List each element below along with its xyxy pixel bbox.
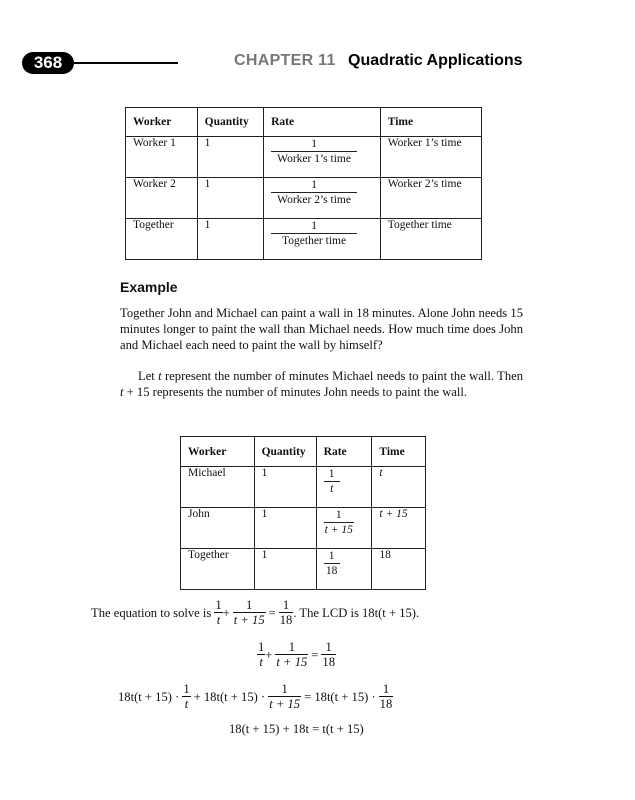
example-heading: Example bbox=[120, 279, 178, 295]
rate-fraction bbox=[271, 178, 357, 208]
fraction-1-over-18: $\frac{1}{18}$ bbox=[322, 640, 335, 669]
example-setup-paragraph: Let t represent the number of minutes Michael needs to paint the wall. Then t + 15 represents the number of minutes John needs to paint the wall. bbox=[120, 369, 523, 400]
table-row bbox=[181, 549, 426, 590]
header-time: Time bbox=[380, 108, 481, 137]
cell-worker: Worker 2 bbox=[126, 178, 198, 219]
cell-rate bbox=[316, 467, 372, 508]
example-work-table bbox=[180, 436, 426, 590]
equals-sign: = bbox=[311, 647, 319, 662]
fraction-1-over-t-plus-15: $\frac{1}{t + 15}$ bbox=[233, 598, 265, 627]
header-quantity: Quantity bbox=[197, 108, 263, 137]
equation-line-3 bbox=[118, 682, 393, 712]
cell-worker: Worker 1 bbox=[126, 137, 198, 178]
rate-fraction bbox=[324, 467, 340, 497]
table-row bbox=[126, 219, 482, 260]
fraction-denominator: t bbox=[324, 481, 340, 497]
equation-intro-text: The equation to solve is bbox=[91, 605, 212, 620]
equation-line-2 bbox=[257, 640, 336, 670]
table-header-row bbox=[126, 108, 482, 137]
simplified-equation: 18(t + 15) + 18t = t(t + 15) bbox=[229, 722, 364, 736]
variable-t: t bbox=[120, 385, 124, 400]
equals-sign: = bbox=[268, 605, 276, 620]
example-paragraph: Together John and Michael can paint a wall in 18 minutes. Alone John needs 15 minutes longer to paint the wall than Michael needs. How much time does John and Michael each need to paint the wall by himself? bbox=[120, 306, 523, 353]
lcd-multiplier: = 18t(t + 15) · bbox=[304, 689, 376, 704]
lcd-text: . The LCD is 18t(t + 15). bbox=[293, 605, 420, 620]
cell-worker: John bbox=[181, 508, 255, 549]
fraction-numerator: 1 bbox=[335, 509, 342, 521]
equation-line-4 bbox=[229, 722, 364, 737]
cell-rate bbox=[264, 137, 381, 178]
fraction-numerator: 1 bbox=[328, 550, 335, 562]
cell-time: 18 bbox=[372, 549, 426, 590]
fraction-1-over-t: $\frac{1}{t}$ bbox=[258, 640, 265, 669]
fraction-1-over-18: $\frac{1}{18}$ bbox=[379, 682, 393, 711]
fraction-numerator: 1 bbox=[311, 220, 317, 232]
cell-time: Together time bbox=[380, 219, 481, 260]
cell-quantity: 1 bbox=[254, 467, 316, 508]
header-rule bbox=[70, 62, 178, 64]
cell-quantity: 1 bbox=[197, 137, 263, 178]
fraction-denominator: t + 15 bbox=[324, 524, 353, 536]
header-worker: Worker bbox=[126, 108, 198, 137]
fraction-denominator: Worker 2’s time bbox=[271, 192, 357, 208]
rate-fraction bbox=[324, 549, 340, 579]
cell-worker: Michael bbox=[181, 467, 255, 508]
plus-sign: + bbox=[222, 605, 230, 620]
cell-quantity: 1 bbox=[197, 219, 263, 260]
page-number: 368 bbox=[22, 52, 74, 74]
cell-worker: Together bbox=[181, 549, 255, 590]
cell-worker: Together bbox=[126, 219, 198, 260]
time-value: t bbox=[379, 467, 383, 479]
cell-time: Worker 1’s time bbox=[380, 137, 481, 178]
fraction-1-over-t-plus-15: $\frac{1}{t + 15}$ bbox=[269, 682, 301, 711]
rate-fraction bbox=[271, 137, 357, 167]
chapter-title: Quadratic Applications bbox=[348, 52, 523, 69]
fraction-numerator: 1 bbox=[311, 179, 317, 191]
cell-quantity: 1 bbox=[197, 178, 263, 219]
fraction-denominator: 18 bbox=[324, 563, 340, 579]
header-worker: Worker bbox=[181, 437, 255, 467]
cell-time: Worker 2’s time bbox=[380, 178, 481, 219]
lcd-multiplier: 18t(t + 15) · bbox=[118, 689, 180, 704]
fraction-numerator: 1 bbox=[311, 138, 317, 150]
equation-intro-line bbox=[91, 598, 419, 628]
rate-fraction bbox=[324, 508, 354, 538]
fraction-denominator: Worker 1’s time bbox=[271, 151, 357, 167]
variable-t: t bbox=[158, 369, 162, 383]
cell-rate bbox=[316, 508, 372, 549]
fraction-1-over-t: $\frac{1}{t}$ bbox=[215, 598, 222, 627]
cell-quantity: 1 bbox=[254, 549, 316, 590]
table-row bbox=[181, 467, 426, 508]
lcd-multiplier: + 18t(t + 15) · bbox=[193, 689, 266, 704]
header-rate: Rate bbox=[264, 108, 381, 137]
cell-time bbox=[372, 467, 426, 508]
cell-rate bbox=[264, 178, 381, 219]
header-quantity: Quantity bbox=[254, 437, 316, 467]
table-row bbox=[181, 508, 426, 549]
time-value: t + 15 bbox=[379, 508, 408, 520]
table-row bbox=[126, 178, 482, 219]
header-time: Time bbox=[372, 437, 426, 467]
fraction-1-over-t-plus-15: $\frac{1}{t + 15}$ bbox=[276, 640, 308, 669]
cell-rate bbox=[316, 549, 372, 590]
rate-fraction bbox=[271, 219, 357, 249]
table-row bbox=[126, 137, 482, 178]
chapter-label: CHAPTER 11 bbox=[234, 52, 336, 69]
fraction-1-over-18: $\frac{1}{18}$ bbox=[279, 598, 293, 627]
general-work-table bbox=[125, 107, 482, 260]
fraction-denominator: Together time bbox=[271, 233, 357, 249]
table-header-row bbox=[181, 437, 426, 467]
fraction-numerator: 1 bbox=[328, 468, 335, 480]
plus-sign: + bbox=[265, 647, 273, 662]
cell-rate bbox=[264, 219, 381, 260]
cell-time bbox=[372, 508, 426, 549]
cell-quantity: 1 bbox=[254, 508, 316, 549]
header-rate: Rate bbox=[316, 437, 372, 467]
fraction-1-over-t: $\frac{1}{t}$ bbox=[183, 682, 190, 711]
